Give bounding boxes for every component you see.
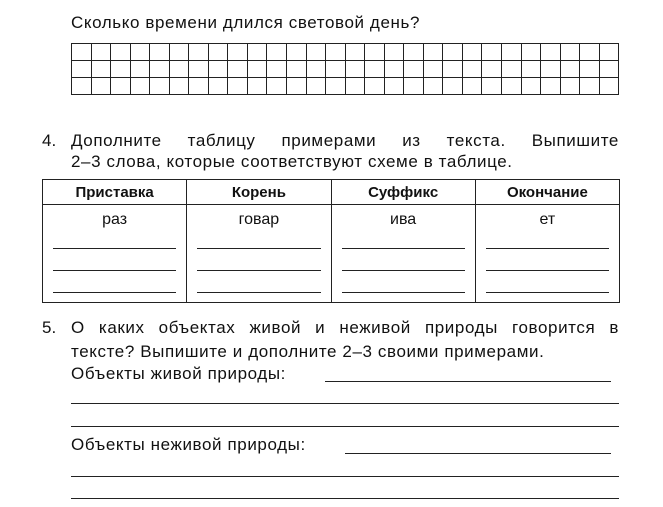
grid-cell[interactable] <box>72 61 92 78</box>
grid-cell[interactable] <box>189 44 209 61</box>
grid-cell[interactable] <box>580 78 600 95</box>
grid-cell[interactable] <box>541 44 561 61</box>
q5-text-line1: О каких объектах живой и неживой природы говорится в <box>71 318 619 337</box>
grid-cell[interactable] <box>365 78 385 95</box>
grid-cell[interactable] <box>521 44 541 61</box>
grid-cell[interactable] <box>599 44 619 61</box>
grid-cell[interactable] <box>169 61 189 78</box>
grid-cell[interactable] <box>443 78 463 95</box>
root-cell <box>187 205 331 303</box>
living-answer-line[interactable] <box>71 426 619 427</box>
grid-row <box>72 78 619 95</box>
grid-cell[interactable] <box>247 78 267 95</box>
grid-cell[interactable] <box>326 61 346 78</box>
prefix-cell <box>43 205 187 303</box>
answer-line[interactable] <box>197 292 320 293</box>
grid-cell[interactable] <box>306 61 326 78</box>
answer-line[interactable] <box>53 270 176 271</box>
grid-cell[interactable] <box>345 78 365 95</box>
grid-cell[interactable] <box>130 78 150 95</box>
grid-cell[interactable] <box>287 61 307 78</box>
grid-cell[interactable] <box>306 78 326 95</box>
ending-cell <box>475 205 619 303</box>
nonliving-objects-label: Объекты неживой природы: <box>71 435 306 454</box>
grid-cell[interactable] <box>462 61 482 78</box>
suffix-cell <box>331 205 475 303</box>
answer-line[interactable] <box>342 292 465 293</box>
grid-cell[interactable] <box>443 61 463 78</box>
grid-cell[interactable] <box>228 61 248 78</box>
grid-cell[interactable] <box>130 44 150 61</box>
grid-cell[interactable] <box>326 44 346 61</box>
grid-cell[interactable] <box>228 44 248 61</box>
grid-cell[interactable] <box>482 61 502 78</box>
grid-cell[interactable] <box>228 78 248 95</box>
grid-cell[interactable] <box>189 78 209 95</box>
grid-cell[interactable] <box>287 44 307 61</box>
grid-row <box>72 61 619 78</box>
grid-cell[interactable] <box>91 44 111 61</box>
grid-cell[interactable] <box>169 78 189 95</box>
living-answer-line[interactable] <box>71 403 619 404</box>
grid-cell[interactable] <box>404 78 424 95</box>
grid-cell[interactable] <box>404 61 424 78</box>
morpheme-table-body <box>43 205 620 303</box>
q3-question: Сколько времени длился световой день? <box>71 13 421 32</box>
grid-cell[interactable] <box>267 78 287 95</box>
grid-cell[interactable] <box>423 61 443 78</box>
grid-cell[interactable] <box>267 61 287 78</box>
grid-cell[interactable] <box>72 78 92 95</box>
grid-cell[interactable] <box>384 61 404 78</box>
answer-line[interactable] <box>53 248 176 249</box>
grid-cell[interactable] <box>189 61 209 78</box>
grid-cell[interactable] <box>443 44 463 61</box>
grid-cell[interactable] <box>580 61 600 78</box>
grid-cell[interactable] <box>208 61 228 78</box>
q4-text-line2: 2–3 слова, которые соответствуют схеме в таблице. <box>71 152 513 171</box>
prefix-example: раз <box>102 211 128 228</box>
header-suffix: Суффикс <box>331 180 475 205</box>
header-root: Корень <box>187 180 331 205</box>
grid-cell[interactable] <box>599 78 619 95</box>
q5-number: 5. <box>42 318 57 337</box>
answer-line[interactable] <box>486 292 609 293</box>
grid-cell[interactable] <box>521 61 541 78</box>
answer-line[interactable] <box>342 270 465 271</box>
grid-cell[interactable] <box>502 44 522 61</box>
nonliving-answer-line[interactable] <box>71 476 619 477</box>
grid-cell[interactable] <box>384 44 404 61</box>
grid-cell[interactable] <box>72 44 92 61</box>
grid-cell[interactable] <box>247 61 267 78</box>
grid-cell[interactable] <box>502 61 522 78</box>
suffix-example: ива <box>390 211 417 228</box>
grid-cell[interactable] <box>111 61 131 78</box>
header-prefix: Приставка <box>43 180 187 205</box>
morpheme-table <box>42 179 620 303</box>
answer-line[interactable] <box>486 248 609 249</box>
grid-cell[interactable] <box>345 44 365 61</box>
answer-line[interactable] <box>342 248 465 249</box>
answer-grid[interactable] <box>71 43 619 95</box>
grid-cell[interactable] <box>247 44 267 61</box>
grid-cell[interactable] <box>150 78 170 95</box>
grid-cell[interactable] <box>404 44 424 61</box>
header-ending: Окончание <box>475 180 619 205</box>
grid-cell[interactable] <box>111 44 131 61</box>
grid-cell[interactable] <box>482 78 502 95</box>
grid-cell[interactable] <box>150 44 170 61</box>
q5-text-line2: тексте? Выпишите и дополните 2–3 своими примерами. <box>71 342 545 361</box>
grid-cell[interactable] <box>502 78 522 95</box>
grid-cell[interactable] <box>521 78 541 95</box>
answer-line[interactable] <box>53 292 176 293</box>
grid-cell[interactable] <box>169 44 189 61</box>
living-answer-line[interactable] <box>325 381 611 382</box>
grid-cell[interactable] <box>365 44 385 61</box>
grid-cell[interactable] <box>423 78 443 95</box>
grid-cell[interactable] <box>267 44 287 61</box>
grid-cell[interactable] <box>91 78 111 95</box>
grid-cell[interactable] <box>541 61 561 78</box>
grid-cell[interactable] <box>208 78 228 95</box>
answer-line[interactable] <box>197 270 320 271</box>
grid-cell[interactable] <box>150 61 170 78</box>
morpheme-table-header <box>43 180 620 205</box>
grid-cell[interactable] <box>599 61 619 78</box>
nonliving-answer-line[interactable] <box>71 498 619 499</box>
grid-cell[interactable] <box>130 61 150 78</box>
q4-number: 4. <box>42 131 57 150</box>
grid-cell[interactable] <box>580 44 600 61</box>
grid-cell[interactable] <box>560 44 580 61</box>
grid-cell[interactable] <box>208 44 228 61</box>
grid-cell[interactable] <box>91 61 111 78</box>
living-objects-label: Объекты живой природы: <box>71 364 286 383</box>
grid-cell[interactable] <box>462 44 482 61</box>
root-example: говар <box>238 211 280 228</box>
answer-line[interactable] <box>486 270 609 271</box>
nonliving-answer-line[interactable] <box>345 453 611 454</box>
grid-cell[interactable] <box>560 61 580 78</box>
grid-cell[interactable] <box>423 44 443 61</box>
grid-cell[interactable] <box>111 78 131 95</box>
grid-cell[interactable] <box>365 61 385 78</box>
q4-text-line1: Дополните таблицу примерами из текста. Выпишите <box>71 131 619 150</box>
answer-line[interactable] <box>197 248 320 249</box>
grid-cell[interactable] <box>560 78 580 95</box>
grid-cell[interactable] <box>326 78 346 95</box>
grid-cell[interactable] <box>345 61 365 78</box>
grid-cell[interactable] <box>287 78 307 95</box>
ending-example: ет <box>539 211 556 228</box>
grid-cell[interactable] <box>541 78 561 95</box>
grid-cell[interactable] <box>482 44 502 61</box>
grid-cell[interactable] <box>462 78 482 95</box>
grid-row <box>72 44 619 61</box>
grid-cell[interactable] <box>306 44 326 61</box>
grid-cell[interactable] <box>384 78 404 95</box>
